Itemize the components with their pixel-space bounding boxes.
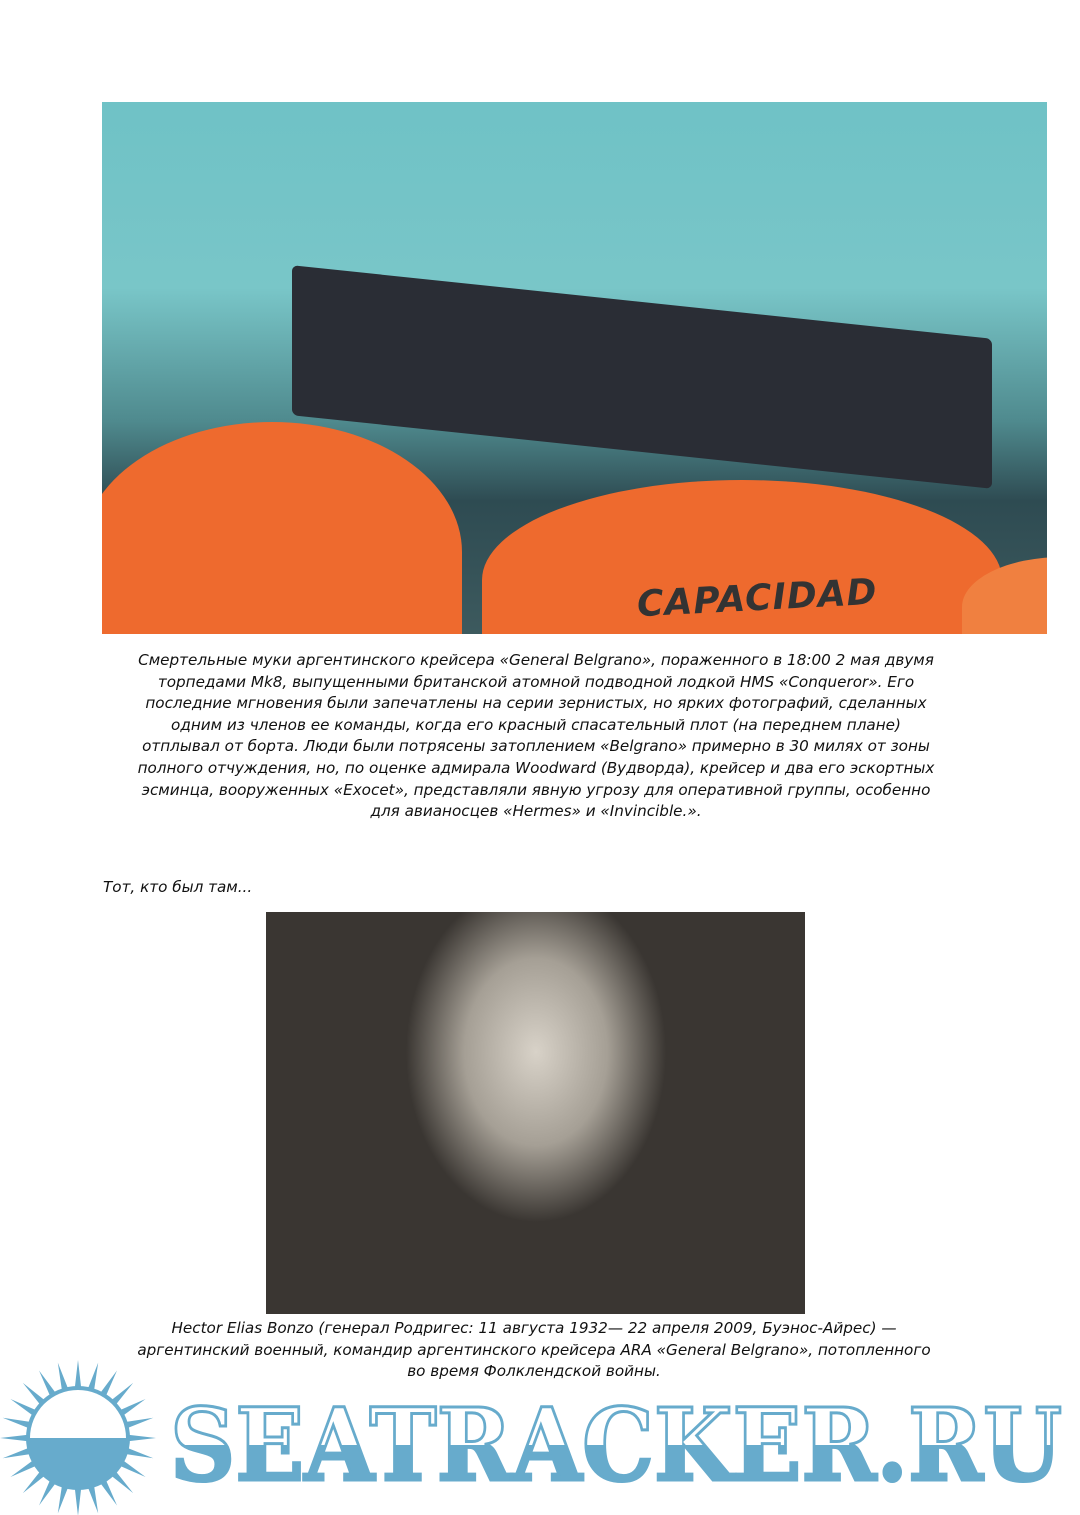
caption-line: эсминца, вооруженных «Exocet», представляли явную угрозу для оперативной группы, особенно xyxy=(141,780,931,799)
caption-line: одним из членов ее команды, когда его красный спасательный плот (на переднем плане) xyxy=(171,715,901,734)
caption-line: полного отчуждения, но, по оценке адмирала Woodward (Вудворда), крейсер и два его эскортных xyxy=(137,758,935,777)
sun-logo-icon xyxy=(0,1360,156,1515)
section-subheading: Тот, кто был там... xyxy=(103,878,253,896)
seatracker-watermark xyxy=(0,1355,1080,1515)
caption-line: для авианосцев «Hermes» и «Invincible.». xyxy=(370,802,702,821)
sinking-cruiser-photo xyxy=(102,102,1047,634)
watermark-text: SEATRACKER.RU xyxy=(170,1386,1062,1504)
photo1-caption xyxy=(102,650,970,823)
caption-line: Смертельные муки аргентинского крейсера «General Belgrano», пораженного в 18:00 2 мая двумя xyxy=(138,651,934,669)
caption-line: Hector Elias Bonzo (генерал Родригес: 11 августа 1932— 22 апреля 2009, Буэнос-Айрес) — xyxy=(171,1319,897,1337)
caption-line: торпедами Mk8, выпущенными британской атомной подводной лодкой HMS «Conqueror». Его xyxy=(157,672,915,691)
raft-label: CAPACIDAD xyxy=(636,571,879,626)
portrait-photo xyxy=(266,912,805,1314)
life-raft-left xyxy=(102,422,462,634)
caption-line: во время Фолклендской войны. xyxy=(407,1362,661,1381)
caption-line: отплывал от борта. Люди были потрясены затоплением «Belgrano» примерно в 30 милях от зоны xyxy=(142,737,930,756)
caption-line: последние мгновения были запечатлены на серии зернистых, но ярких фотографий, сделанных xyxy=(145,694,927,713)
caption-line: аргентинский военный, командир аргентинского крейсера ARA «General Belgrano», потопленного xyxy=(137,1340,931,1359)
